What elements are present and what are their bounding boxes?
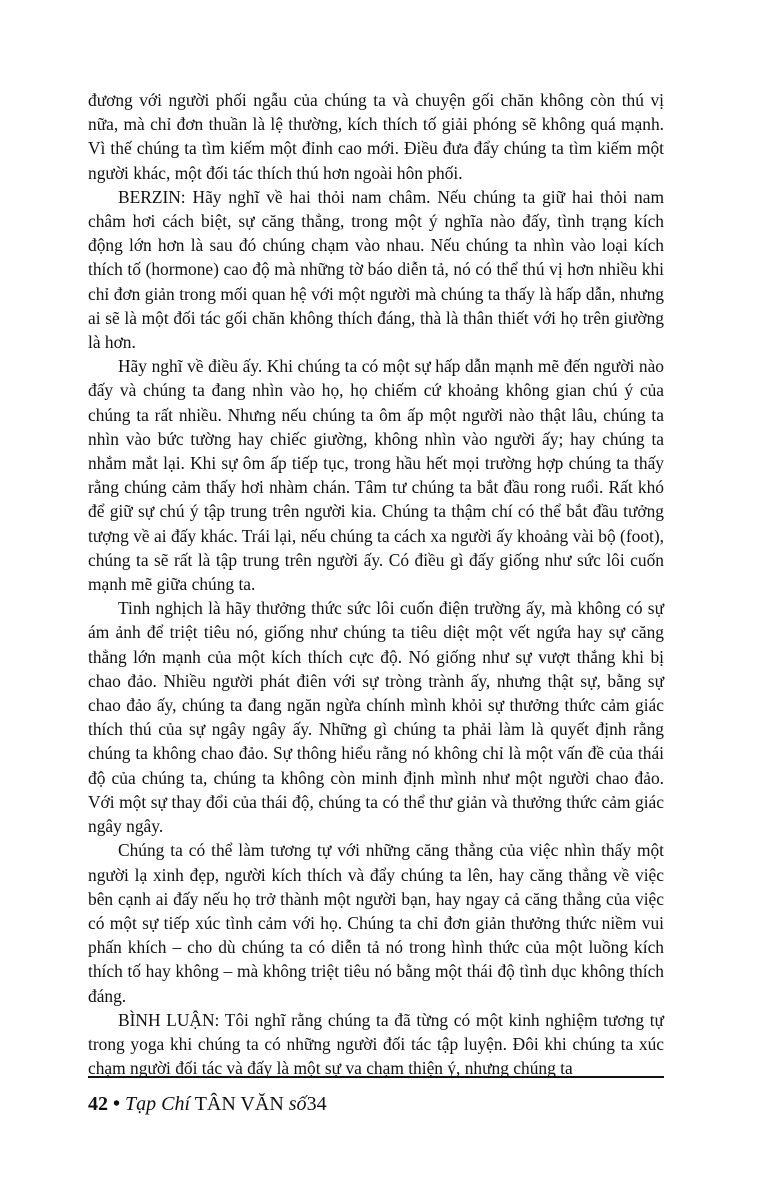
paragraph-comment-yoga: BÌNH LUẬN: Tôi nghĩ rằng chúng ta đã từng có một kinh nghiệm tương tự trong yoga khi chúng ta có những người đối tác tập luyện. Đôi khi chúng ta xúc chạm người đối tác và đấy là một sự va chạm thiện ý, nhưng chúng ta bbox=[88, 1009, 664, 1079]
paragraph-continued: đương với người phối ngẫu của chúng ta và chuyện gối chăn không còn thú vị nữa, mà chỉ đơn thuần là lệ thường, kích thích tố giải phóng sẽ không quá mạnh. Vì thế chúng ta tìm kiếm một đỉnh cao mới. Điều đưa đẩy chúng ta tìm kiếm một người khác, một đối tác thích thú hơn ngoài hôn phối. bbox=[88, 90, 664, 183]
page-number: 42 bbox=[88, 1093, 108, 1115]
magazine-label: Tạp Chí bbox=[125, 1093, 191, 1115]
paragraph-attraction: Hãy nghĩ về điều ấy. Khi chúng ta có một sự hấp dẫn mạnh mẽ đến người nào đấy và chúng ta đang nhìn vào họ, họ chiếm cứ khoảng không gian chú ý của chúng ta rất nhiều. Nhưng nếu chúng ta ôm ấp một người nào thật lâu, chúng ta nhìn vào bức tường hay chiếc giường, không nhìn vào người ấy; hay chúng ta nhắm mắt lại. Khi sự ôm ấp tiếp tục, trong hầu hết mọi trường hợp chúng ta thấy rằng chúng cảm thấy hơi nhàm chán. Tâm tư chúng ta bắt đầu rong ruổi. Rất khó để giữ sự chú ý tập trung trên người kia. Chúng ta thậm chí có thể bắt đầu tưởng tượng về ai đấy khác. Trái lại, nếu chúng ta cách xa người ấy khoảng vài bộ (foot), chúng ta sẽ rất là tập trung trên người ấy. Có điều gì đấy giống như sức lôi cuốn mạnh mẽ giữa chúng ta. bbox=[88, 356, 664, 595]
footer-bullet: • bbox=[113, 1093, 121, 1115]
issue-number: 34 bbox=[306, 1093, 327, 1115]
paragraph-playfulness: Tinh nghịch là hãy thưởng thức sức lôi cuốn điện trường ấy, mà không có sự ám ảnh để triệt tiêu nó, giống như chúng ta tiêu diệt một vết ngứa hay sự căng thẳng lớn mạnh của một kích thích cực độ. Nó giống như sự vượt thắng khi bị chao đảo. Nhiều người phát điên với sự tròng trành ấy, nhưng thật sự, bằng sự chao đảo ấy, chúng ta đang ngăn ngừa chính mình khỏi sự thưởng thức cảm giác thích thú của sự ngây ngây ấy. Những gì chúng ta phải làm là quyết định rằng chúng ta không chao đảo. Sự thông hiểu rằng nó không chỉ là một vấn đề của thái độ của chúng ta, chúng ta không còn minh định mình như một người chao đảo. Với một sự thay đổi của thái độ, chúng ta có thể thư giản và thưởng thức cảm giác ngây ngây. bbox=[88, 598, 664, 837]
body-text bbox=[88, 88, 664, 1080]
paragraph-tension: Chúng ta có thể làm tương tự với những căng thẳng của việc nhìn thấy một người lạ xinh đẹp, người kích thích và đẩy chúng ta lên, hay căng thẳng về việc bên cạnh ai đấy nếu họ trở thành một người bạn, hay ngay cả căng thẳng của việc có một sự tiếp xúc tình cảm với họ. Chúng ta chỉ đơn giản thưởng thức niềm vui phấn khích – cho dù chúng ta có diễn tả nó trong hình thức của một luồng kích thích tố hay không – mà không triệt tiêu nó bằng một thái độ tình dục không thích đáng. bbox=[88, 840, 664, 1006]
page-footer bbox=[88, 1092, 327, 1116]
issue-label: số bbox=[288, 1093, 307, 1115]
magazine-name: TÂN VĂN bbox=[194, 1093, 284, 1115]
footer-divider bbox=[88, 1076, 664, 1078]
paragraph-berzin-magnets: BERZIN: Hãy nghĩ về hai thỏi nam châm. Nếu chúng ta giữ hai thỏi nam châm hơi cách biệt, sự căng thẳng, trong một ý nghĩa nào đấy, tình trạng kích động lớn hơn là sau đó chúng chạm vào nhau. Nếu chúng ta nhìn vào loại kích thích tố (hormone) cao độ mà những tờ báo diễn tả, nó có thể thú vị hơn nhiều khi chỉ đơn giản trong mối quan hệ với một người mà chúng ta thấy là hấp dẫn, nhưng ai sẽ là một đối tác gối chăn không thích đáng, thà là thân thiết với họ trên giường là hơn. bbox=[88, 186, 664, 353]
